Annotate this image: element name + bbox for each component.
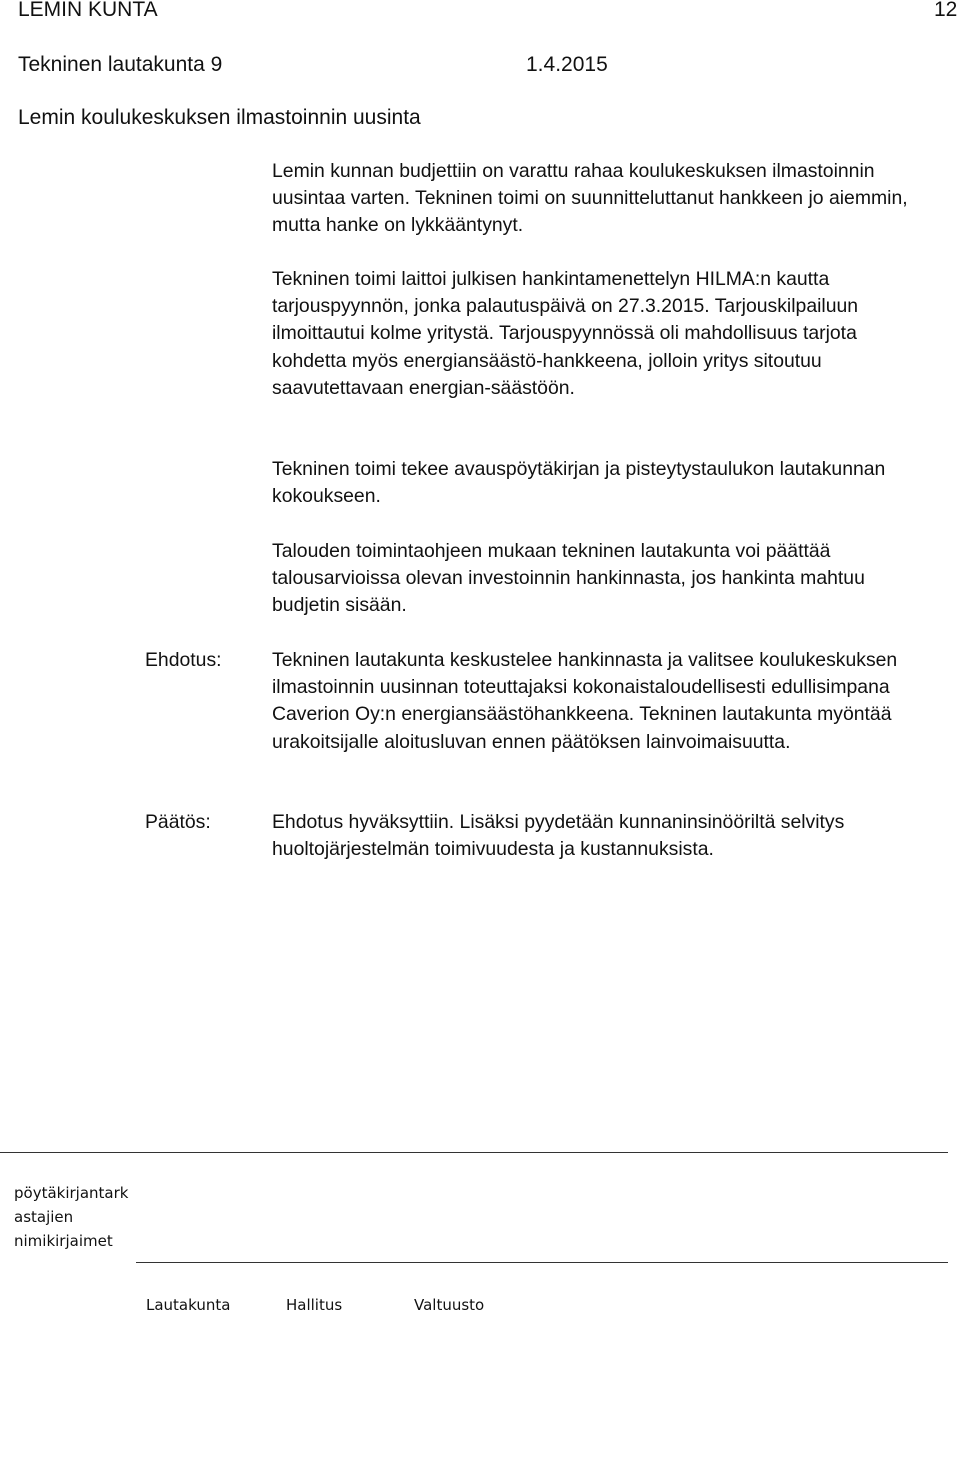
background-paragraph-3 bbox=[272, 456, 932, 510]
background-paragraph-2 bbox=[272, 266, 932, 402]
paragraph-text: Tekninen lautakunta keskustelee hankinnasta ja valitsee koulukeskuksen ilmastoinnin uusinnan toteuttajaksi kokonaistaloudellisesti edullisimpana Caverion Oy:n energiansäästöhankkeena. Tekninen lautakunta myöntää urakoitsijalle aloitusluvan ennen päätöksen lainvoimaisuutta. bbox=[272, 649, 898, 753]
decision-label: Päätös: bbox=[145, 811, 211, 833]
footer-col-lautakunta: Lautakunta bbox=[146, 1296, 231, 1314]
footer-col-valtuusto: Valtuusto bbox=[414, 1296, 485, 1314]
signature-label-line-1: pöytäkirjantark bbox=[14, 1184, 129, 1202]
signature-label-line-2: astajien bbox=[14, 1208, 74, 1226]
meeting-date: 1.4.2015 bbox=[526, 53, 608, 76]
page-number: 12 bbox=[934, 0, 958, 21]
agenda-subject: Lemin koulukeskuksen ilmastoinnin uusinta bbox=[18, 106, 421, 129]
signature-label-line-3: nimikirjaimet bbox=[14, 1232, 113, 1250]
paragraph-text: Talouden toimintaohjeen mukaan tekninen lautakunta voi päättää talousarvioissa olevan investoinnin hankinnasta, jos hankinta mahtuu budjetin sisään. bbox=[272, 540, 865, 617]
signature-label bbox=[14, 1181, 128, 1253]
proposal-text bbox=[272, 647, 932, 756]
paragraph-text: Tekninen toimi tekee avauspöytäkirjan ja pisteytystaulukon lautakunnan kokoukseen. bbox=[272, 458, 886, 508]
paragraph-text: Lemin kunnan budjettiin on varattu rahaa koulukeskuksen ilmastoinnin uusintaa varten. Tekninen toimi on suunnitteluttanut hankkeen jo aiemmin, mutta hanke on lykkääntynyt. bbox=[272, 160, 908, 237]
footer-col-hallitus: Hallitus bbox=[286, 1296, 343, 1314]
paragraph-text: Tekninen toimi laittoi julkisen hankintamenettelyn HILMA:n kautta tarjouspyynnön, jonka palautuspäivä on 27.3.2015. Tarjouskilpailuun ilmoittautui kolme yritystä. Tarjouspyynnössä oli mahdollisuus tarjota kohdetta myös energiansäästö-hankkeena, jolloin yritys sitoutuu saavutettavaan energian-säästöön. bbox=[272, 268, 859, 399]
decision-text bbox=[272, 809, 932, 863]
background-paragraph-1 bbox=[272, 158, 932, 240]
background-paragraph-4 bbox=[272, 538, 932, 620]
municipality-name: LEMIN KUNTA bbox=[18, 0, 158, 21]
proposal-label: Ehdotus: bbox=[145, 649, 222, 671]
paragraph-text: Ehdotus hyväksyttiin. Lisäksi pyydetään kunnaninsinööriltä selvitys huoltojärjestelmän toimivuudesta ja kustannuksista. bbox=[272, 811, 845, 861]
footer-signature-rule bbox=[136, 1262, 948, 1263]
committee-meeting: Tekninen lautakunta 9 bbox=[18, 53, 223, 76]
footer-top-rule bbox=[0, 1152, 948, 1153]
